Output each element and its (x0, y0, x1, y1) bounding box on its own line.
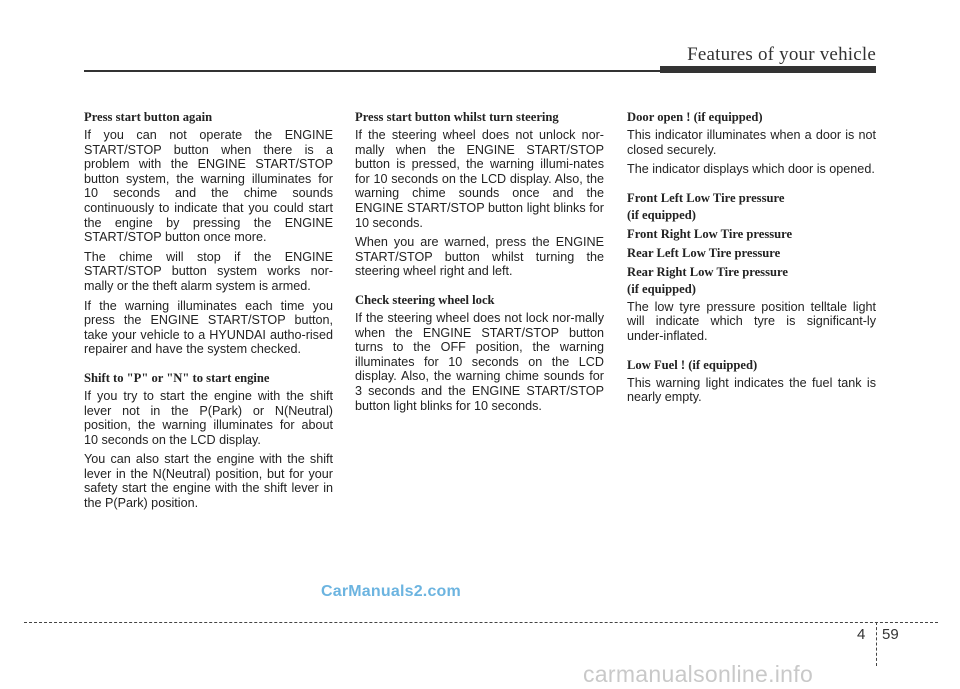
section-shift-to-p-or-n (84, 371, 333, 511)
section-low-tire-pressure (627, 191, 876, 344)
paragraph: This indicator illuminates when a door is not closed securely. (627, 128, 876, 157)
section-heading-note: (if equipped) (627, 281, 696, 296)
section-heading: Front Right Low Tire pressure (627, 226, 793, 241)
section-heading: Front Left Low Tire pressure (627, 190, 785, 205)
paragraph: This warning light indicates the fuel tank is nearly empty. (627, 375, 876, 405)
paragraph: The low tyre pressure position telltale light will indicate which tyre is significant-ly under-inflated. (627, 299, 876, 343)
section-low-fuel (627, 358, 876, 405)
section-check-steering-wheel-lock (355, 293, 604, 413)
section-heading-note: (if equipped) (627, 207, 696, 222)
paragraph: If the steering wheel does not lock nor-mally when the ENGINE START/STOP button turns to the OFF position, the warning illuminates for 10 seconds on the LCD display. Also, the warning chime sounds for 3 seconds and the ENGINE START/STOP button light blinks for 10 seconds. (355, 310, 604, 413)
watermark-carmanualsonline[interactable]: carmanualsonline.info (583, 661, 814, 687)
header-rule-thick (660, 66, 876, 73)
section-heading: Press start button whilst turn steering (355, 110, 559, 124)
section-heading: Door open ! (if equipped) (627, 110, 763, 124)
section-heading: Shift to "P" or "N" to start engine (84, 370, 270, 385)
section-heading: Rear Right Low Tire pressure (627, 264, 788, 279)
paragraph: When you are warned, press the ENGINE START/STOP button whilst turning the steering wheel right and left. (355, 235, 604, 279)
column-2 (355, 110, 604, 427)
column-3 (627, 110, 876, 419)
footer-dashed-rule (24, 622, 938, 623)
paragraph: If the steering wheel does not unlock nor-mally when the ENGINE START/STOP button is pressed, the warning illumi-nates for 10 seconds on the LCD display. Also, the warning chime sounds once and the ENGINE START/STOP button light blinks for 10 seconds. (355, 128, 604, 230)
section-press-start-button (84, 110, 333, 357)
paragraph: If you can not operate the ENGINE START/STOP button when there is a problem with the ENGINE START/STOP button system, the warning illuminates for 10 seconds and the chime sounds continuously to indicate that you could start the engine by pressing the ENGINE START/STOP button once more. (84, 128, 333, 245)
page-header-title: Features of your vehicle (687, 44, 876, 65)
page-number: 59 (882, 626, 899, 643)
page-chapter-number: 4 (857, 626, 866, 643)
footer-vertical-dashed-rule (876, 622, 877, 666)
paragraph: If you try to start the engine with the shift lever not in the P(Park) or N(Neutral) position, the warning illuminates for about 10 seconds on the LCD display. (84, 388, 333, 447)
section-press-start-turn-steering (355, 110, 604, 279)
section-heading: Check steering wheel lock (355, 292, 495, 307)
section-heading: Press start button again (84, 110, 213, 124)
section-door-open (627, 110, 876, 177)
paragraph: The indicator displays which door is opened. (627, 162, 875, 177)
watermark-carmanuals2[interactable]: CarManuals2.com (321, 583, 461, 600)
header-rule-thin (84, 70, 660, 72)
paragraph: You can also start the engine with the shift lever in the N(Neutral) position, but for your safety start the engine with the shift lever in the P(Park) position. (84, 452, 333, 511)
section-heading: Low Fuel ! (if equipped) (627, 357, 758, 372)
paragraph: If the warning illuminates each time you press the ENGINE START/STOP button, take your vehicle to a HYUNDAI autho-rised repairer and have the system checked. (84, 298, 333, 357)
section-heading: Rear Left Low Tire pressure (627, 245, 781, 260)
column-1 (84, 110, 333, 525)
paragraph: The chime will stop if the ENGINE START/STOP button system works nor-mally or the theft alarm system is armed. (84, 249, 333, 293)
